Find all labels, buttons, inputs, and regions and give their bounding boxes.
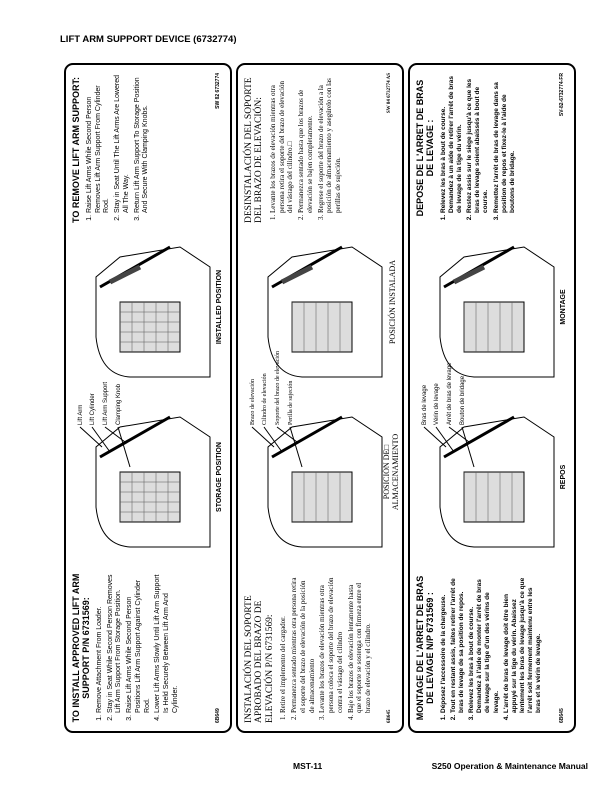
spanish-install-step: 1. Retire el implemento del cargador. [279,573,288,713]
label-cilindro: Cilindro de elevación [262,373,268,425]
french-remove-step: 3. Remettez l'arrêt de bras de levage dans sa position de repos et fixez-le à l'aide de boutons de bridage. [493,73,517,213]
label-clamping-knob: Clamping Knob [116,383,122,425]
spanish-remove-step: 1. Levante los brazos de elevación mientras otra persona retira el soporte del brazo de elevación del vástago del cilindro.□ [269,73,295,213]
spanish-illustration [242,219,400,567]
label-lift-arm-support: Lift Arm Support [103,381,109,425]
english-install-step: 1. Remove Attachment From Loader. [96,573,105,713]
french-remove-heading: DEPOSE DE L'ARRET DE BRAS DE LEVAGE : [415,79,435,217]
english-remove-section [72,73,224,223]
label-bouton: Bouton de bridage [460,375,466,425]
french-install-step: 3. Relevez les bras à bout de course. Demandez à l'aide de monter l'arrêt de bras de levage sur la tige d'un des vérins de levage. [468,573,501,713]
page-title: LIFT ARM SUPPORT DEVICE (6732774) [60,34,237,45]
spanish-remove-heading: DESINSTALACIÓN DEL SOPORTE DEL BRAZO DE ELEVACIÓN: [244,77,265,223]
french-remove-step: 2. Restez assis sur le siège jusqu'à ce que les bras de levage soient abaissés à bout de course. [466,73,490,213]
french-install-code: 6B645 [558,708,565,723]
english-install-step: 3. Raise Lift Arms While Second Person Positions Lift Arm Support Against Cylinder Rod. [126,573,152,713]
french-storage-caption: REPOS [560,464,567,490]
spanish-install-step: 4. Baje los brazos de elevación lentamente hasta que el soporte se sostenga con firmeza entre el brazo de elevación y el cilindro. [347,573,373,713]
label-arret: Arrêt de bras de levage [447,362,453,425]
english-remove-heading: TO REMOVE LIFT ARM SUPPORT: [71,76,81,223]
french-install-section [416,573,568,723]
spanish-remove-code: SW 84 6732774 AS [386,73,392,114]
page-number: MST-11 [293,761,323,771]
spanish-remove-step: 2. Permanezca sentado hasta que los brazos de elevación se bajen completamente. [297,73,315,213]
loader-diagram [242,219,400,567]
spanish-install-step: 2. Permanezca sentado mientras otra persona retira el soporte del brazo de elevación de la posición de almacenamiento [290,573,316,713]
french-install-step: 4. L'arrêt de bras de levage doit être bien appuyé sur la tige du vérin. Abaissez lentement les bras de levage jusqu'à ce que l'arrêt soit fermement maintenu entre les bras et le vérin de levage. [503,573,544,713]
english-install-section [72,573,224,723]
label-lift-cylinder: Lift Cylinder [90,393,96,425]
french-install-heading: MONTAGE DE L'ARRET DE BRAS DE LEVAGE N/P 6731569 : [415,575,435,721]
english-installed-caption: INSTALLED POSITION [216,269,223,345]
loader-diagram [414,219,572,567]
french-install-step: 1. Déposez l'accessoire de la chargeuse. [440,573,448,713]
spanish-installed-caption: POSICIÓN INSTALADA [388,259,397,345]
english-remove-step: 3. Return Lift Arm Support To Storage Position And Secure With Clamping Knobs. [134,73,152,213]
decal-french [408,63,576,733]
spanish-storage-caption: POSICIÓN DE□ ALMACENAMIENTO [382,433,400,511]
french-install-step: 2. Tout en restant assis, faites retirer l'arrêt de bras de levage de sa position de repos. [450,573,466,713]
manual-title: S250 Operation & Maintenance Manual [431,761,588,771]
label-bras: Bras de levage [422,384,428,425]
english-install-step: 4. Lower Lift Arms Slowly Until Lift Arm Support Is Held Securely Between Lift Arm And Cylinder. [154,573,180,713]
english-install-code: 6B649 [214,708,221,723]
french-remove-code: SV-82-6732774-FR [558,73,565,117]
french-remove-step: 1. Relevez les bras à bout de course. Demandez à un aide de retirer l'arrêt de bras de levage de la tige du vérin. [440,73,464,213]
label-perilla: Perilla de sujeción [288,380,294,425]
english-install-heading: TO INSTALL APPROVED LIFT ARM SUPPORT P/N 6731569: [71,573,91,723]
spanish-remove-step: 3. Regrese el soporte del brazo de elevación a la posición de almacenamiento y asegúrelo con las perillas de sujeción. [317,73,343,213]
label-lift-arm: Lift Arm [78,404,84,425]
english-install-step: 2. Stay in Seat While Second Person Removes Lift Arm Support From Storage Position. [107,573,125,713]
label-verin: Vérin de levage [434,383,440,425]
spanish-install-step: 3. Levante los brazos de elevación mientras otra persona coloca el soporte del brazo de elevación contra el vástago del cilindro [318,573,344,713]
spanish-install-heading: INSTALACIÓN DEL SOPORTE APROBADO DEL BRAZO DE ELEVACIÓN P/N 6731569: [244,595,275,723]
spanish-remove-section [244,73,396,223]
french-remove-section [416,73,568,223]
english-illustration [70,219,228,567]
spanish-install-code: 6B645 [386,709,392,723]
french-illustration [414,219,572,567]
english-remove-step: 2. Stay in Seat Until The Lift Arms Are Lowered All The Way. [114,73,132,213]
spanish-install-section [244,573,396,723]
french-installed-caption: MONTAGE [560,289,567,325]
decal-sheet [60,54,580,742]
english-remove-step: 1. Raise Lift Arms While Second Person Removes Lift Arm Support From Cylinder Rod. [86,73,112,213]
label-brazo: Brazo de elevación [250,379,256,425]
english-remove-code: SW 82 6732774 [214,73,221,109]
decal-english [64,63,232,733]
decal-spanish [236,63,404,733]
label-soporte: Soporte del brazo de elevación [275,351,281,425]
english-storage-caption: STORAGE POSITION [216,442,223,512]
loader-diagram [70,219,228,567]
